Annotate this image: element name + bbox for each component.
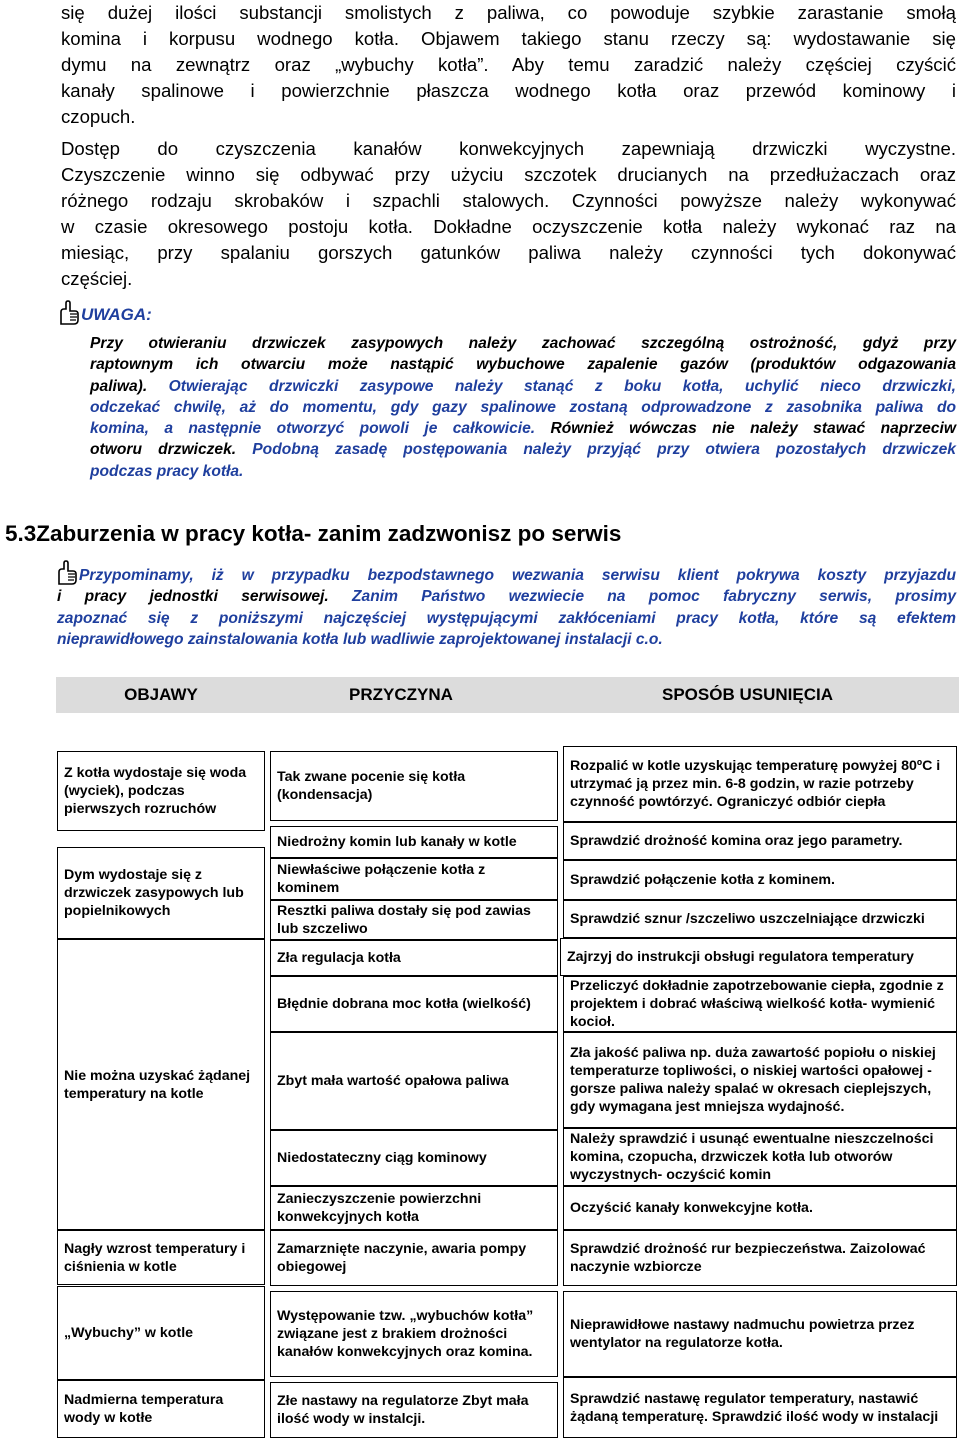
text-run: raptownym ich otwarciu może nastąpić wybuchowe zapalenie gazów (produktów odgazowania bbox=[90, 356, 956, 374]
text-run: paliwa). bbox=[90, 377, 169, 395]
cause-cell: Błędnie dobrana moc kotła (wielkość) bbox=[270, 976, 558, 1032]
remedy-cell: Nieprawidłowe nastawy nadmuchu powietrza przez wentylator na regulatorze kotła. bbox=[563, 1291, 957, 1377]
text-line bbox=[90, 461, 956, 482]
remedy-cell: Sprawdzić połączenie kotła z kominem. bbox=[563, 860, 957, 900]
text-run: Podobną zasadę postępowania należy przyjąć przy otwiera pozostałych drzwiczek bbox=[252, 441, 956, 459]
cause-cell: Zła regulacja kotła bbox=[270, 940, 558, 976]
remedy-cell: Przeliczyć dokładnie zapotrzebowanie ciepła, zgodnie z projektem i dobrać właściwą wielkość kotła- wymienić kocioł. bbox=[563, 976, 957, 1032]
section-heading: 5.3Zaburzenia w pracy kotła- zanim zadzwonisz po serwis bbox=[5, 521, 622, 546]
text-run: otworu drzwiczek. bbox=[90, 441, 253, 459]
pointing-hand-icon bbox=[58, 300, 80, 326]
text-line: różnego rodzaju skrobaków i szpachli stalowych. Czynności powyższe należy wykonywać bbox=[61, 190, 956, 211]
text-line bbox=[90, 397, 956, 418]
remedy-cell: Sprawdzić drożność rur bezpieczeństwa. Zaizolować naczynie wzbiorcze bbox=[563, 1230, 957, 1286]
cause-cell: Resztki paliwa dostały się pod zawias lub szczeliwo bbox=[270, 900, 558, 940]
intro-paragraph bbox=[61, 0, 956, 130]
text-run: Zanim Państwo wezwiecie na pomoc fabryczny serwis, prosimy bbox=[352, 588, 956, 606]
text-run: Przypominamy, iż w przypadku bezpodstawnego wezwania serwisu klient pokrywa koszty przyjazdu bbox=[79, 567, 956, 584]
text-line: dymu na zewnątrz oraz „wybuchy kotła”. Aby temu zaradzić należy częściej czyścić bbox=[61, 54, 956, 75]
column-header-symptoms: OBJAWY bbox=[124, 685, 198, 704]
column-header-remedy: SPOSÓB USUNIĘCIA bbox=[662, 685, 833, 704]
symptom-cell: Dym wydostaje się z drzwiczek zasypowych lub popielnikowych bbox=[57, 847, 265, 939]
remedy-cell: Sprawdzić sznur /szczeliwo uszczelniające drzwiczki bbox=[563, 900, 957, 938]
text-line bbox=[57, 586, 956, 607]
remedy-cell: Oczyścić kanały konwekcyjne kotła. bbox=[563, 1186, 957, 1230]
symptom-cell: Nie można uzyskać żądanej temperatury na kotle bbox=[57, 939, 265, 1230]
text-line: komina i korpusu wodnego kotła. Objawem takiego stanu rzeczy są: wydostawanie się bbox=[61, 28, 956, 49]
cause-cell: Niedostateczny ciąg kominowy bbox=[270, 1130, 558, 1186]
symptom-cell: Nagły wzrost temperatury i ciśnienia w kotle bbox=[57, 1230, 265, 1285]
cause-cell: Zamarznięte naczynie, awaria pompy obiegowej bbox=[270, 1230, 558, 1286]
text-run: Otwierając drzwiczki zasypowe należy stanąć z boku kotła, uchylić nieco drzwiczki, bbox=[168, 377, 956, 395]
cause-cell: Zanieczyszczenie powierzchni konwekcyjnych kotła bbox=[270, 1186, 558, 1230]
remedy-cell: Zajrzyj do instrukcji obsługi regulatora temperatury bbox=[560, 938, 957, 976]
text-run: odczekać chwilę, aż do momentu, gdy gazy spalinowe zostaną odprowadzone z zasobnika paliwa do bbox=[90, 398, 956, 416]
text-line: miesiąc, przy spalaniu gorszych gatunków paliwa należy czynności tych dokonywać bbox=[61, 242, 956, 263]
remedy-cell: Należy sprawdzić i usunąć ewentualne nieszczelności komina, czopucha, drzwiczek kotła lub otworów wyczystnych- oczyścić komin bbox=[563, 1128, 957, 1186]
text-line: w czasie okresowego postoju kotła. Dokładne oczyszczenie kotła należy wykonać raz na bbox=[61, 216, 956, 237]
text-run: Przy otwieraniu drzwiczek zasypowych należy zachować szczególną ostrożność, gdyż przy bbox=[90, 335, 956, 352]
symptom-cell: Nadmierna temperatura wody w kotłe bbox=[57, 1380, 265, 1438]
text-line: Dostęp do czyszczenia kanałów konwekcyjnych zapewniają drzwiczki wyczystne. bbox=[61, 138, 956, 159]
cause-cell: Niewłaściwe połączenie kotła z kominem bbox=[270, 858, 558, 900]
text-line bbox=[90, 376, 956, 397]
symptom-cell: „Wybuchy” w kotle bbox=[57, 1286, 265, 1380]
column-header-cause: PRZYCZYNA bbox=[349, 685, 453, 704]
text-line bbox=[57, 629, 956, 650]
remedy-cell: Sprawdzić nastawę regulator temperatury, nastawić żądaną temperaturę. Sprawdzić ilość wody w instalacji bbox=[563, 1377, 957, 1438]
text-line: częściej. bbox=[61, 268, 133, 289]
text-line bbox=[90, 354, 956, 375]
cleaning-paragraph bbox=[61, 136, 956, 292]
text-run: zapoznać się z poniższymi najczęściej występującymi zakłóceniami pracy kotła, które są efektem bbox=[57, 609, 956, 627]
remedy-cell: Zła jakość paliwa np. duża zawartość popiołu o niskiej temperaturze topliwości, o niskiej wartości opałowej - gorsze paliwa należy spalać w okresach cieplejszych, gdy wymagana jest mniejsza wydajność. bbox=[563, 1032, 957, 1128]
text-line bbox=[90, 439, 956, 460]
text-run: komina, a następnie otworzyć powoli je całkowicie. bbox=[90, 420, 551, 438]
text-line: Czyszczenie winno się odbywać przy użyciu szczotek drucianych na przedłużaczach oraz bbox=[61, 164, 956, 185]
text-run: Również wówczas nie należy stawać naprzeciw bbox=[550, 420, 956, 438]
cause-cell: Tak zwane pocenie się kotła (kondensacja) bbox=[270, 751, 558, 821]
text-run: podczas pracy kotła. bbox=[90, 462, 244, 480]
text-line bbox=[90, 333, 956, 354]
text-line bbox=[90, 418, 956, 439]
remedy-cell: Rozpalić w kotle uzyskując temperaturę powyżej 80ºC i utrzymać ją przez min. 6-8 godzin, w razie potrzeby czynność powtórzyć. Ograniczyć odbiór ciepła bbox=[563, 746, 957, 822]
cause-cell: Zbyt mała wartość opałowa paliwa bbox=[270, 1032, 558, 1130]
cause-cell: Niedrożny komin lub kanały w kotle bbox=[270, 826, 558, 858]
reminder-note bbox=[57, 565, 956, 650]
cause-cell: Złe nastawy na regulatorze Zbyt mała ilość wody w instalcji. bbox=[270, 1382, 558, 1438]
cause-cell: Występowanie tzw. „wybuchów kotła” związane jest z brakiem drożności kanałów konwekcyjnych oraz komina. bbox=[270, 1291, 558, 1377]
text-line: czopuch. bbox=[61, 106, 136, 127]
text-line: kanały spalinowe i powierzchnie płaszcza wodnego kotła oraz przewód kominowy i bbox=[61, 80, 956, 101]
text-run: i pracy jednostki serwisowej. bbox=[57, 588, 353, 606]
text-line bbox=[57, 565, 956, 586]
table-header bbox=[56, 677, 959, 713]
text-line: się dużej ilości substancji smolistych z paliwa, co powoduje szybkie zarastanie smołą bbox=[61, 2, 956, 23]
text-run: nieprawidłowego zainstalowania kotła lub wadliwie zaprojektowanej instalacji c.o. bbox=[57, 630, 663, 648]
warning-body bbox=[90, 333, 956, 482]
text-line bbox=[57, 608, 956, 629]
warning-title: UWAGA: bbox=[81, 305, 152, 324]
remedy-cell: Sprawdzić drożność komina oraz jego parametry. bbox=[563, 822, 957, 860]
symptom-cell: Z kotła wydostaje się woda (wyciek), podczas pierwszych rozruchów bbox=[57, 751, 265, 831]
